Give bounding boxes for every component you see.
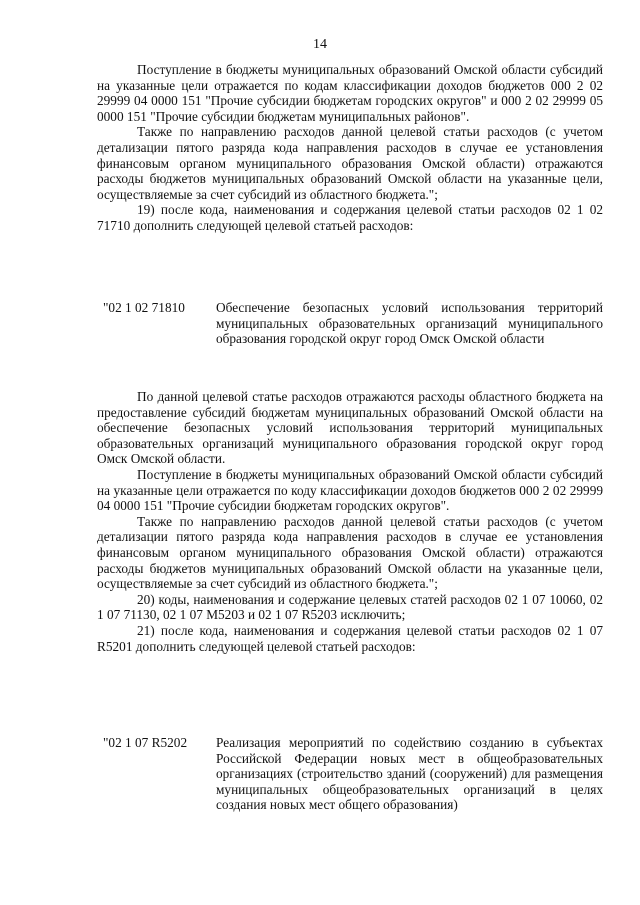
paragraph: 19) после кода, наименования и содержания целевой статьи расходов 02 1 02 71710 дополнить следующей целевой статьей расходов: [97,202,603,233]
page-number: 14 [313,37,327,52]
paragraph: Поступление в бюджеты муниципальных образований Омской области субсидий на указанные цели отражается по коду классификации доходов бюджетов 000 2 02 29999 04 0000 151 "Прочие субсидии бюджетам городских округов". [97,466,603,514]
paragraph: Также по направлению расходов данной целевой статьи расходов (с учетом детализации пятого разряда кода направления расходов в случае ее установления финансовым органом муниципального образования Омской области) отражаются расходы бюджетов муниципальных образований Омской области на указанные цели, осуществляемые за счет субсидий из областного бюджета."; [97,124,603,202]
text-block-1 [97,62,603,234]
paragraph: Также по направлению расходов данной целевой статьи расходов (с учетом детализации пятого разряда кода направления расходов в случае ее установления финансовым органом муниципального образования Омской области) отражаются расходы бюджетов муниципальных образований Омской области на указанные цели, осуществляемые за счет субсидий из областного бюджета."; [97,513,603,592]
paragraph: 21) после кода, наименования и содержания целевой статьи расходов 02 1 07 R5201 дополнить следующей целевой статьей расходов: [97,622,603,654]
paragraph: Поступление в бюджеты муниципальных образований Омской области субсидий на указанные цели отражается по кодам классификации доходов бюджетов 000 2 02 29999 04 0000 151 "Прочие субсидии бюджетам городских округов" и 000 2 02 29999 05 0000 151 "Прочие субсидии бюджетам муниципальных районов". [97,62,603,124]
text-block-2 [97,389,603,654]
paragraph: По данной целевой статье расходов отражаются расходы областного бюджета на предоставление субсидий бюджетам муниципальных образований Омской области на обеспечение безопасных условий использования территорий муниципальных образовательных организаций муниципального образования городской округ город Омск Омской области. [97,389,603,467]
article-name: Реализация мероприятий по содействию созданию в субъектах Российской Федерации новых мест в общеобразовательных организациях (строительство зданий (сооружений) для размещения муниципальных общеобразовательных организаций в целях создания новых мест общего образования) [216,735,603,813]
article-code: "02 1 07 R5202 [103,735,188,750]
article-code: "02 1 02 71810 [103,300,185,315]
paragraph: 20) коды, наименования и содержание целевых статей расходов 02 1 07 10060, 02 1 07 71130, 02 1 07 M5203 и 02 1 07 R5203 исключить; [97,591,603,623]
article-name: Обеспечение безопасных условий использования территорий муниципальных образовательных организаций муниципального образования городской округ город Омск Омской области [216,300,603,347]
